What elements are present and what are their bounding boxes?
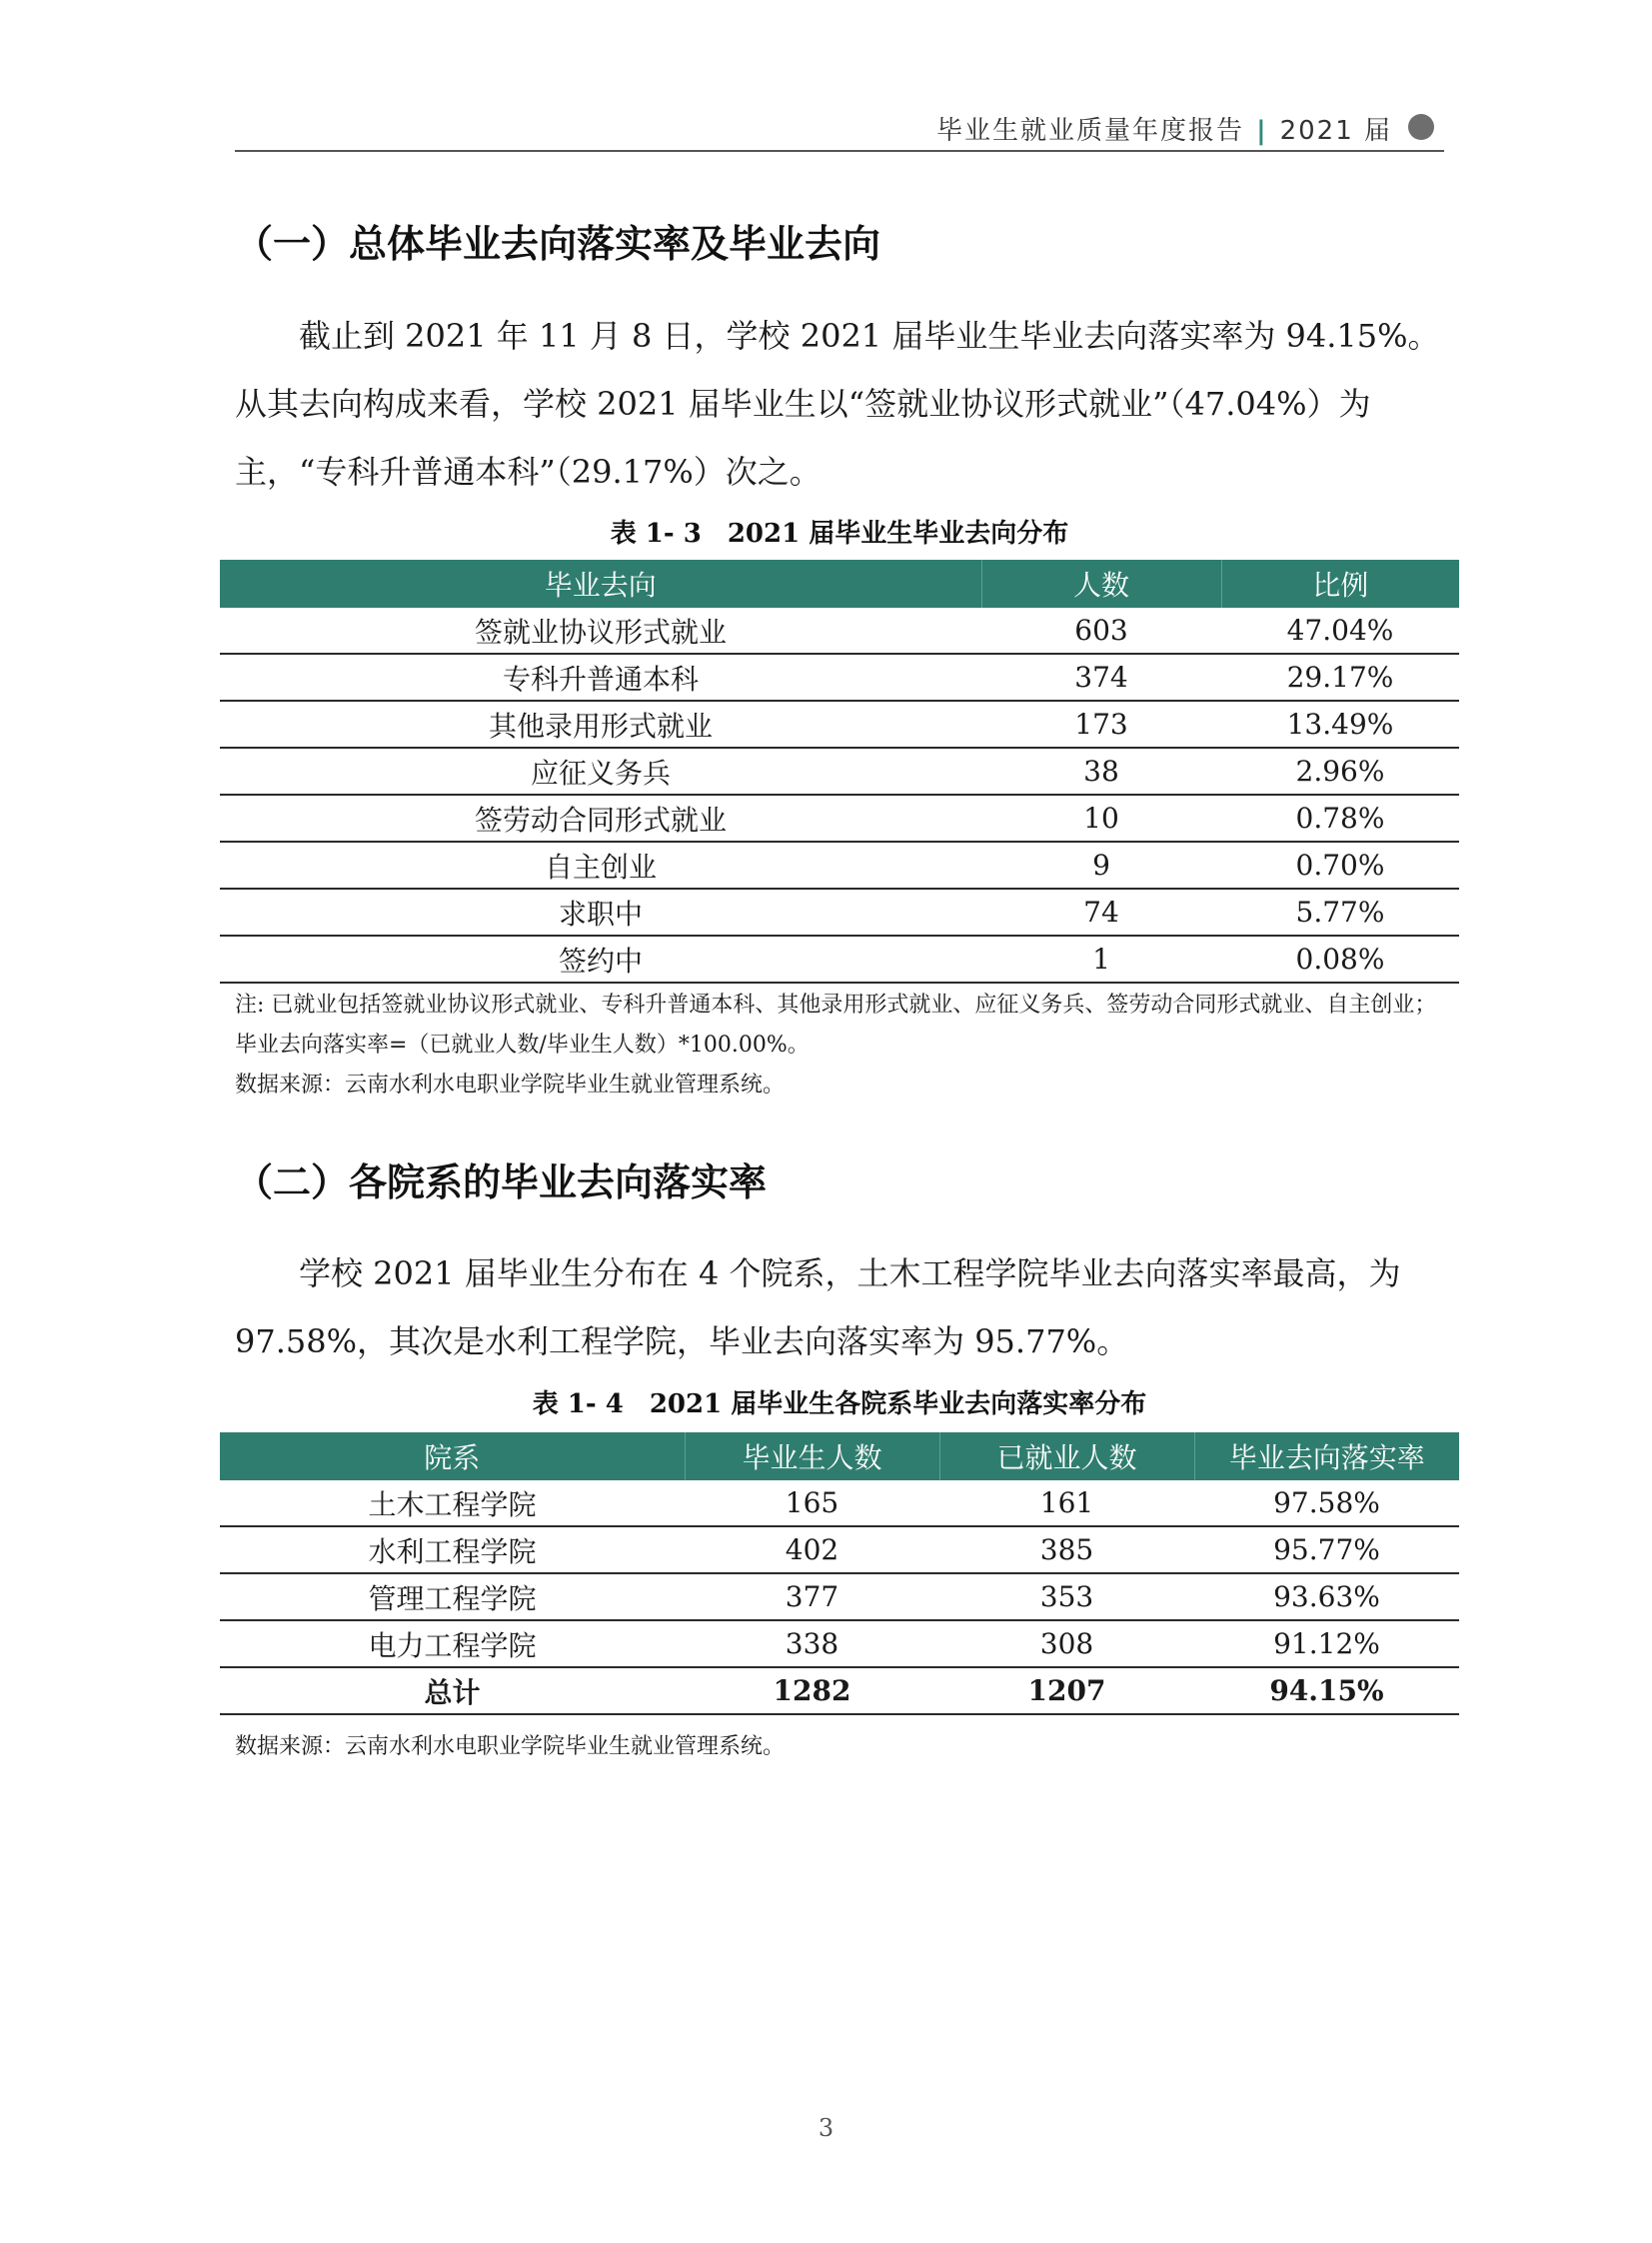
table-cell: 电力工程学院 <box>220 1620 685 1667</box>
section1-heading: （一）总体毕业去向落实率及毕业去向 <box>235 222 881 266</box>
table-cell: 1282 <box>685 1667 939 1714</box>
table-cell: 签劳动合同形式就业 <box>220 795 981 842</box>
table-row <box>220 1620 1459 1667</box>
table-row <box>220 795 1459 842</box>
header-report-title: 毕业生就业质量年度报告 <box>936 116 1245 146</box>
table-cell: 0.08% <box>1221 936 1459 983</box>
table-row <box>220 701 1459 748</box>
table-cell: 0.78% <box>1221 795 1459 842</box>
table2-col-header: 已就业人数 <box>939 1432 1194 1480</box>
table1-caption: 表 1- 3 2021 届毕业生毕业去向分布 <box>610 519 1069 549</box>
table-cell: 土木工程学院 <box>220 1480 685 1526</box>
table-row <box>220 936 1459 983</box>
table-cell: 求职中 <box>220 889 981 936</box>
table-cell: 9 <box>981 842 1221 889</box>
table-cell: 38 <box>981 748 1221 795</box>
table-cell: 95.77% <box>1194 1526 1459 1573</box>
table-row <box>220 608 1459 654</box>
table-total-row <box>220 1667 1459 1714</box>
table-cell: 173 <box>981 701 1221 748</box>
table-cell: 165 <box>685 1480 939 1526</box>
table-cell: 91.12% <box>1194 1620 1459 1667</box>
table-cell: 603 <box>981 608 1221 654</box>
table1-col-header: 人数 <box>981 560 1221 608</box>
section1-paragraph-text: 截止到 2021 年 11 月 8 日，学校 2021 届毕业生毕业去向落实率为 94.15%。从其去向构成来看，学校 2021 届毕业生以“签就业协议形式就业”（47.04%）为主，“专科升普通本科”（29.17%）次之。 <box>235 317 1440 491</box>
table-cell: 水利工程学院 <box>220 1526 685 1573</box>
table-row <box>220 842 1459 889</box>
table-cell: 1207 <box>939 1667 1194 1714</box>
table-cell: 47.04% <box>1221 608 1459 654</box>
header-text <box>936 110 1392 147</box>
table2-source: 数据来源：云南水利水电职业学院毕业生就业管理系统。 <box>235 1734 786 1759</box>
table-row <box>220 1573 1459 1620</box>
table-cell: 161 <box>939 1480 1194 1526</box>
table1 <box>220 560 1459 984</box>
table-cell: 29.17% <box>1221 654 1459 701</box>
header-year: 2021 届 <box>1279 116 1392 146</box>
table2 <box>220 1432 1459 1715</box>
page-header <box>235 108 1444 152</box>
table-cell: 97.58% <box>1194 1480 1459 1526</box>
table-cell: 签约中 <box>220 936 981 983</box>
table2-col-header: 毕业生人数 <box>685 1432 939 1480</box>
table-cell: 94.15% <box>1194 1667 1459 1714</box>
table-cell: 专科升普通本科 <box>220 654 981 701</box>
table-cell: 385 <box>939 1526 1194 1573</box>
table-cell: 353 <box>939 1573 1194 1620</box>
table-row <box>220 654 1459 701</box>
table-row <box>220 1526 1459 1573</box>
header-dot-icon <box>1408 114 1434 140</box>
table-row <box>220 889 1459 936</box>
table-cell: 0.70% <box>1221 842 1459 889</box>
section2-paragraph <box>235 1239 1444 1375</box>
table-cell: 338 <box>685 1620 939 1667</box>
table1-col-header: 比例 <box>1221 560 1459 608</box>
table-cell: 2.96% <box>1221 748 1459 795</box>
table-cell: 应征义务兵 <box>220 748 981 795</box>
table2-caption: 表 1- 4 2021 届毕业生各院系毕业去向落实率分布 <box>532 1389 1147 1419</box>
table-cell: 总计 <box>220 1667 685 1714</box>
table-cell: 13.49% <box>1221 701 1459 748</box>
section2-paragraph-text: 学校 2021 届毕业生分布在 4 个院系，土木工程学院毕业去向落实率最高，为 97.58%，其次是水利工程学院，毕业去向落实率为 95.77%。 <box>235 1254 1401 1360</box>
table-row <box>220 1480 1459 1526</box>
table-cell: 5.77% <box>1221 889 1459 936</box>
page-number: 3 <box>818 2114 834 2142</box>
table-cell: 374 <box>981 654 1221 701</box>
header-separator: | <box>1256 116 1268 146</box>
table-cell: 377 <box>685 1573 939 1620</box>
table-cell: 93.63% <box>1194 1573 1459 1620</box>
section1-paragraph <box>235 302 1444 506</box>
table1-note: 注: 已就业包括签就业协议形式就业、专科升普通本科、其他录用形式就业、应征义务兵、签劳动合同形式就业、自主创业；毕业去向落实率=（已就业人数/毕业生人数）*100.00%。 <box>235 993 1437 1058</box>
table-row <box>220 748 1459 795</box>
table-cell: 自主创业 <box>220 842 981 889</box>
table-cell: 10 <box>981 795 1221 842</box>
table-cell: 其他录用形式就业 <box>220 701 981 748</box>
table-cell: 308 <box>939 1620 1194 1667</box>
table-cell: 74 <box>981 889 1221 936</box>
table1-header-row <box>220 560 1459 608</box>
table-cell: 管理工程学院 <box>220 1573 685 1620</box>
table-cell: 签就业协议形式就业 <box>220 608 981 654</box>
table2-header-row <box>220 1432 1459 1480</box>
table2-col-header: 院系 <box>220 1432 685 1480</box>
table1-col-header: 毕业去向 <box>220 560 981 608</box>
table2-col-header: 毕业去向落实率 <box>1194 1432 1459 1480</box>
table1-source: 数据来源：云南水利水电职业学院毕业生就业管理系统。 <box>235 1073 786 1098</box>
table-cell: 1 <box>981 936 1221 983</box>
section2-heading: （二）各院系的毕业去向落实率 <box>235 1160 768 1204</box>
table-cell: 402 <box>685 1526 939 1573</box>
